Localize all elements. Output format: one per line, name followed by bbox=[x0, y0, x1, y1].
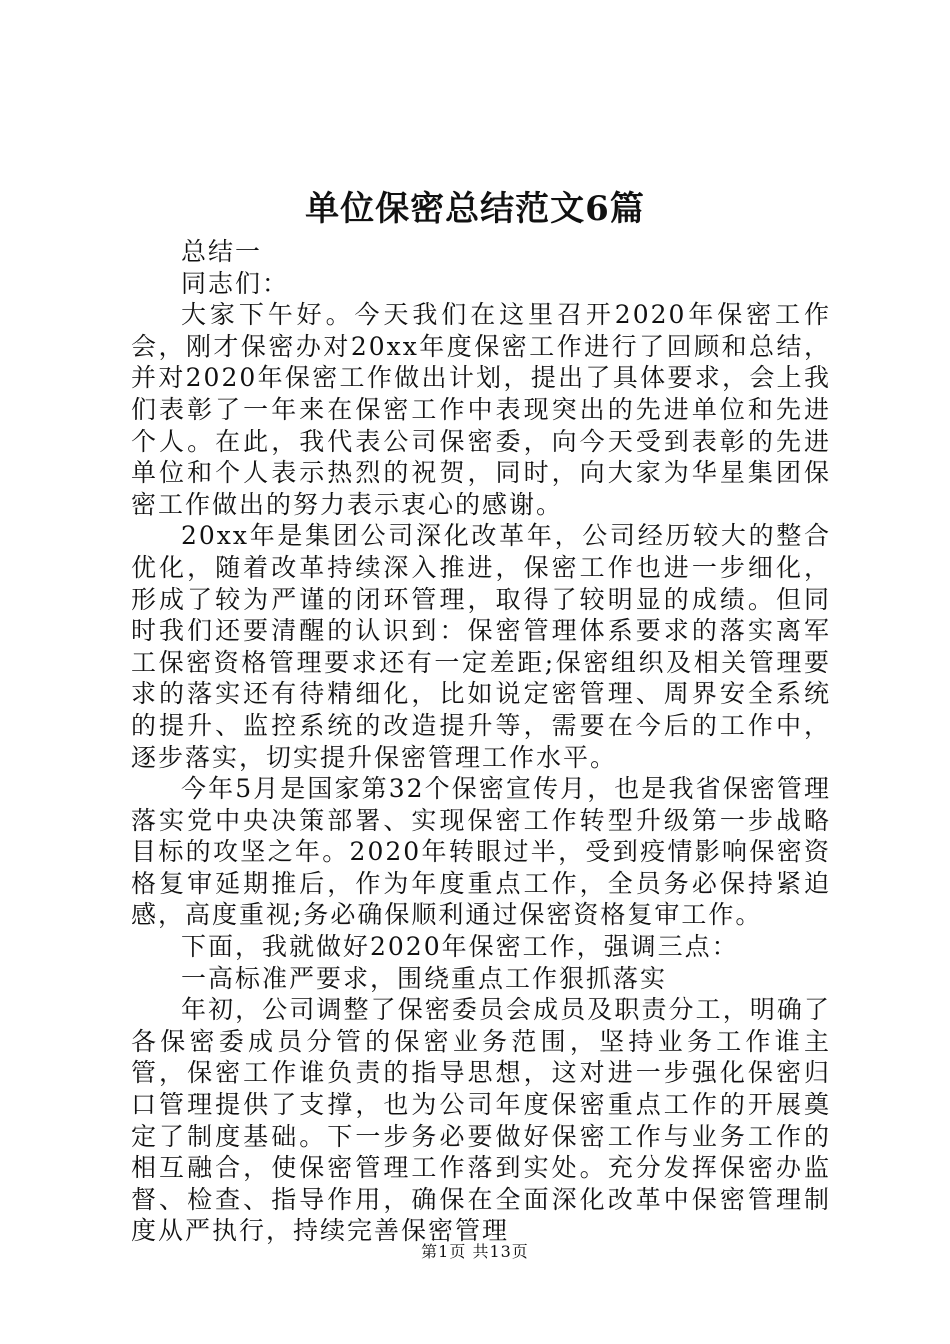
document-title: 单位保密总结范文6篇 bbox=[305, 189, 645, 229]
document-body bbox=[131, 236, 831, 1247]
paragraph: 下面，我就做好2020年保密工作，强调三点： bbox=[181, 932, 739, 962]
section-heading: 总结一 bbox=[181, 237, 263, 266]
paragraph: 今年5月是国家第32个保密宣传月，也是我省保密管理落实党中央决策部署、实现保密工作转型升级第一步战略目标的攻坚之年。2020年转眼过半，受到疫情影响保密资格复审延期推后，作为年度重点工作，全员务必保持紧迫感，高度重视;务必确保顺利通过保密资格复审工作。 bbox=[131, 774, 831, 930]
paragraph: 年初，公司调整了保密委员会成员及职责分工，明确了各保密委成员分管的保密业务范围，坚持业务工作谁主管，保密工作谁负责的指导思想，这对进一步强化保密归口管理提供了支撑，也为公司年度保密重点工作的开展奠定了制度基础。下一步务必要做好保密工作与业务工作的相互融合，使保密管理工作落到实处。充分发挥保密办监督、检查、指导作用，确保在全面深化改革中保密管理制度从严执行，持续完善保密管理 bbox=[131, 995, 831, 1246]
paragraph: 大家下午好。今天我们在这里召开2020年保密工作会，刚才保密办对20xx年度保密工作进行了回顾和总结，并对2020年保密工作做出计划，提出了具体要求，会上我们表彰了一年来在保密工作中表现突出的先进单位和先进个人。在此，我代表公司保密委，向今天受到表彰的先进单位和个人表示热烈的祝贺，同时，向大家为华星集团保密工作做出的努力表示衷心的感谢。 bbox=[131, 300, 831, 519]
page-number: 第1页 共13页 bbox=[421, 1242, 529, 1261]
subheading: 一高标准严要求，围绕重点工作狠抓落实 bbox=[181, 963, 668, 993]
paragraph: 20xx年是集团公司深化改革年，公司经历较大的整合优化，随着改革持续深入推进，保密工作也进一步细化，形成了较为严谨的闭环管理，取得了较明显的成绩。但同时我们还要清醒的认识到：保密管理体系要求的落实离军工保密资格管理要求还有一定差距;保密组织及相关管理要求的落实还有待精细化，比如说定密管理、周界安全系统的提升、监控系统的改造提升等，需要在今后的工作中，逐步落实，切实提升保密管理工作水平。 bbox=[131, 521, 831, 772]
salutation: 同志们： bbox=[181, 268, 290, 298]
